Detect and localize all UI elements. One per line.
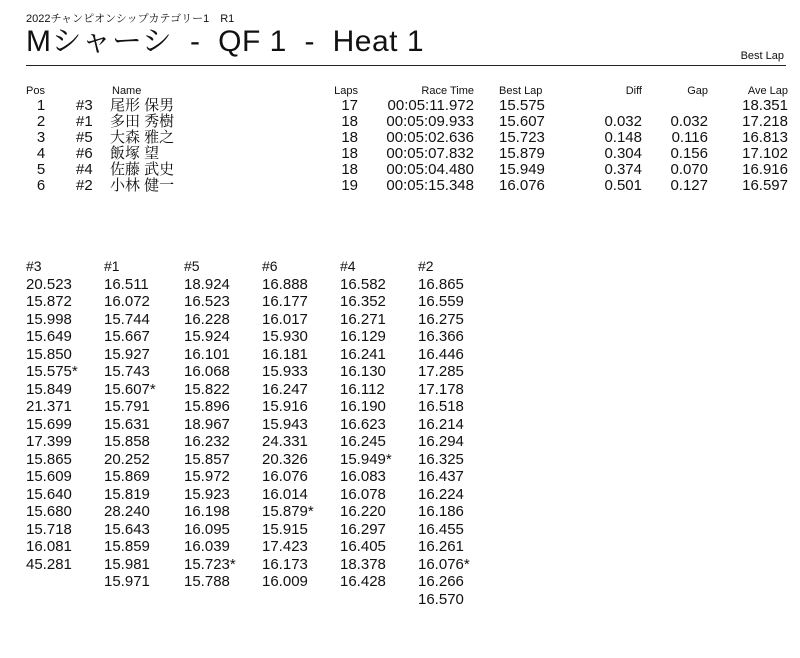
lap-column-header: #2 [418, 258, 434, 274]
lap-time: 15.859 [104, 538, 150, 555]
lap-time: 16.081 [26, 538, 72, 555]
lap-time: 17.423 [262, 538, 308, 555]
result-number: #3 [76, 97, 93, 114]
result-best-lap: 15.879 [499, 145, 545, 162]
lap-time: 16.039 [184, 538, 230, 555]
lap-time: 15.879* [262, 503, 314, 520]
page-title: Mシャーシ - QF 1 - Heat 1 [26, 25, 425, 58]
col-diff-header: Diff [625, 85, 642, 97]
lap-time: 16.112 [340, 380, 385, 398]
lap-time: 16.865 [418, 275, 464, 293]
lap-time: 16.511 [104, 275, 149, 293]
result-race-time: 00:05:04.480 [386, 161, 474, 178]
result-laps: 17 [341, 97, 358, 114]
lap-time: 15.609 [26, 468, 72, 485]
lap-time: 16.446 [418, 345, 464, 363]
lap-time: 16.198 [184, 503, 230, 520]
lap-column-header: #3 [26, 258, 42, 274]
result-pos: 3 [36, 129, 46, 146]
lap-time: 15.916 [262, 398, 308, 415]
lap-time: 15.896 [184, 398, 230, 415]
result-ave-lap: 16.813 [742, 129, 788, 146]
result-ave-lap: 17.218 [742, 113, 788, 130]
result-laps: 18 [341, 161, 358, 178]
result-race-time: 00:05:02.636 [386, 129, 474, 146]
lap-time: 28.240 [104, 503, 150, 520]
result-diff: 0.304 [604, 145, 642, 162]
result-best-lap: 15.607 [499, 113, 545, 130]
result-race-time: 00:05:09.933 [386, 113, 474, 130]
result-number: #6 [76, 145, 93, 162]
lap-time: 15.723* [184, 555, 236, 573]
lap-time: 16.623 [340, 415, 386, 433]
result-diff: 0.148 [604, 129, 642, 146]
result-name: 小林 健一 [110, 177, 175, 194]
result-gap: 0.032 [670, 113, 708, 130]
lap-time: 15.858 [104, 433, 150, 450]
lap-time: 16.083 [340, 468, 386, 485]
lap-time: 15.915 [262, 520, 308, 538]
lap-time: 15.943 [262, 415, 308, 433]
lap-time: 15.643 [104, 520, 150, 538]
lap-time: 16.366 [418, 328, 464, 345]
result-laps: 18 [341, 129, 358, 146]
lap-time: 20.523 [26, 275, 72, 293]
lap-time: 17.399 [26, 433, 72, 450]
lap-column-header: #6 [262, 258, 278, 274]
lap-time: 16.072 [104, 293, 150, 310]
lap-time: 18.924 [184, 275, 230, 293]
lap-time: 16.220 [340, 503, 386, 520]
result-name: 尾形 保男 [110, 97, 175, 114]
col-gap-header: Gap [687, 85, 708, 97]
lap-time: 15.971 [104, 573, 150, 590]
result-ave-lap: 17.102 [742, 145, 788, 162]
lap-time: 16.228 [184, 310, 230, 328]
lap-time: 15.791 [104, 398, 150, 415]
lap-column [262, 258, 314, 591]
lap-time: 15.923 [184, 485, 230, 503]
lap-time: 15.822 [184, 380, 230, 398]
result-name: 大森 雅之 [110, 129, 175, 146]
lap-time: 15.819 [104, 485, 150, 503]
lap-time: 15.981 [104, 555, 150, 573]
result-pos: 2 [36, 113, 46, 130]
lap-column-header: #1 [104, 258, 120, 274]
lap-column-header: #5 [184, 258, 200, 274]
lap-time: 20.252 [104, 450, 150, 468]
lap-time: 15.869 [104, 468, 150, 485]
lap-time: 15.949* [340, 450, 392, 468]
lap-time: 16.017 [262, 310, 308, 328]
lap-time: 16.177 [262, 293, 308, 310]
result-laps: 18 [341, 145, 358, 162]
lap-time: 16.095 [184, 520, 230, 538]
lap-time: 16.076 [262, 468, 308, 485]
lap-time: 16.009 [262, 573, 308, 590]
lap-time: 16.570 [418, 590, 464, 608]
lap-time: 15.631 [104, 415, 150, 433]
lap-time: 16.405 [340, 538, 386, 555]
lap-time: 16.068 [184, 363, 230, 380]
result-name: 佐藤 武史 [110, 161, 175, 178]
lap-time: 45.281 [26, 555, 72, 573]
lap-column-header: #4 [340, 258, 356, 274]
lap-time: 16.076* [418, 555, 470, 573]
lap-time: 16.437 [418, 468, 464, 485]
lap-time: 15.575* [26, 363, 78, 380]
lap-column [340, 258, 392, 591]
result-number: #2 [76, 177, 93, 194]
result-race-time: 00:05:11.972 [387, 97, 474, 114]
result-laps: 19 [341, 177, 358, 194]
lap-time: 16.428 [340, 573, 386, 590]
result-gap: 0.116 [671, 129, 708, 146]
result-gap: 0.156 [670, 145, 708, 162]
result-laps: 18 [341, 113, 358, 130]
lap-time: 16.294 [418, 433, 464, 450]
lap-time: 16.232 [184, 433, 230, 450]
result-pos: 1 [36, 97, 46, 114]
lap-column [184, 258, 236, 591]
lap-time: 16.173 [262, 555, 308, 573]
result-gap: 0.127 [670, 177, 708, 194]
result-ave-lap: 18.351 [742, 97, 788, 114]
lap-time: 16.518 [418, 398, 464, 415]
lap-time: 15.788 [184, 573, 230, 590]
col-race-time-header: Race Time [421, 85, 474, 97]
result-best-lap: 16.076 [499, 177, 545, 194]
lap-time: 16.101 [184, 345, 230, 363]
lap-time: 21.371 [26, 398, 72, 415]
lap-time: 16.214 [418, 415, 464, 433]
lap-time: 16.352 [340, 293, 386, 310]
lap-time: 15.649 [26, 328, 72, 345]
lap-time: 16.245 [340, 433, 386, 450]
result-best-lap: 15.723 [499, 129, 545, 146]
lap-time: 15.607* [104, 380, 156, 398]
lap-column [26, 258, 78, 573]
result-pos: 6 [36, 177, 46, 194]
lap-time: 16.582 [340, 275, 386, 293]
lap-time: 15.933 [262, 363, 308, 380]
lap-time: 16.186 [418, 503, 464, 520]
lap-time: 16.297 [340, 520, 386, 538]
header-rule [26, 65, 786, 66]
lap-time: 16.888 [262, 275, 308, 293]
result-number: #5 [76, 129, 93, 146]
lap-time: 15.744 [104, 310, 150, 328]
lap-time: 15.640 [26, 485, 72, 503]
lap-time: 16.247 [262, 380, 308, 398]
lap-time: 17.178 [418, 380, 464, 398]
result-ave-lap: 16.916 [742, 161, 788, 178]
lap-time: 16.014 [262, 485, 308, 503]
lap-time: 18.967 [184, 415, 230, 433]
lap-time: 16.129 [340, 328, 386, 345]
lap-time: 15.743 [104, 363, 150, 380]
report-subtitle: 2022チャンピオンシップカテゴリー1 R1 [26, 13, 235, 25]
lap-time: 16.130 [340, 363, 386, 380]
col-laps-header: Laps [334, 85, 358, 97]
lap-column [418, 258, 470, 608]
col-best-lap-header: Best Lap [499, 85, 543, 97]
col-pos-header: Pos [26, 85, 45, 97]
col-name-header: Name [112, 85, 142, 97]
result-race-time: 00:05:15.348 [386, 177, 474, 194]
result-diff: 0.374 [604, 161, 642, 178]
lap-time: 16.271 [340, 310, 386, 328]
lap-time: 15.924 [184, 328, 230, 345]
lap-time: 15.998 [26, 310, 72, 328]
lap-time: 15.699 [26, 415, 72, 433]
lap-time: 15.849 [26, 380, 72, 398]
lap-time: 16.261 [418, 538, 464, 555]
result-best-lap: 15.575 [499, 97, 545, 114]
lap-time: 15.667 [104, 328, 150, 345]
lap-time: 16.455 [418, 520, 464, 538]
lap-time: 15.857 [184, 450, 230, 468]
lap-time: 16.224 [418, 485, 464, 503]
lap-time: 17.285 [418, 363, 464, 380]
lap-time: 15.927 [104, 345, 150, 363]
lap-time: 15.872 [26, 293, 72, 310]
lap-time: 15.718 [26, 520, 72, 538]
result-diff: 0.501 [604, 177, 642, 194]
lap-time: 15.680 [26, 503, 72, 520]
result-number: #1 [76, 113, 93, 130]
result-name: 多田 秀樹 [110, 113, 175, 130]
lap-time: 15.972 [184, 468, 230, 485]
result-ave-lap: 16.597 [742, 177, 788, 194]
lap-time: 16.325 [418, 450, 464, 468]
lap-time: 15.930 [262, 328, 308, 345]
lap-time: 16.190 [340, 398, 386, 415]
result-pos: 4 [36, 145, 46, 162]
result-best-lap: 15.949 [499, 161, 545, 178]
lap-time: 16.241 [340, 345, 386, 363]
lap-time: 16.523 [184, 293, 230, 310]
lap-time: 16.559 [418, 293, 464, 310]
lap-time: 16.275 [418, 310, 464, 328]
lap-time: 20.326 [262, 450, 308, 468]
lap-time: 16.181 [262, 345, 308, 363]
result-race-time: 00:05:07.832 [386, 145, 474, 162]
result-number: #4 [76, 161, 93, 178]
best-lap-label: Best Lap [740, 50, 784, 62]
result-gap: 0.070 [670, 161, 708, 178]
lap-column [104, 258, 156, 591]
lap-time: 18.378 [340, 555, 386, 573]
lap-time: 15.865 [26, 450, 72, 468]
col-ave-lap-header: Ave Lap [747, 85, 788, 97]
result-diff: 0.032 [604, 113, 642, 130]
lap-time: 16.266 [418, 573, 464, 590]
lap-time: 16.078 [340, 485, 386, 503]
lap-time: 24.331 [262, 433, 308, 450]
result-pos: 5 [36, 161, 46, 178]
result-name: 飯塚 望 [110, 145, 160, 162]
lap-time: 15.850 [26, 345, 72, 363]
